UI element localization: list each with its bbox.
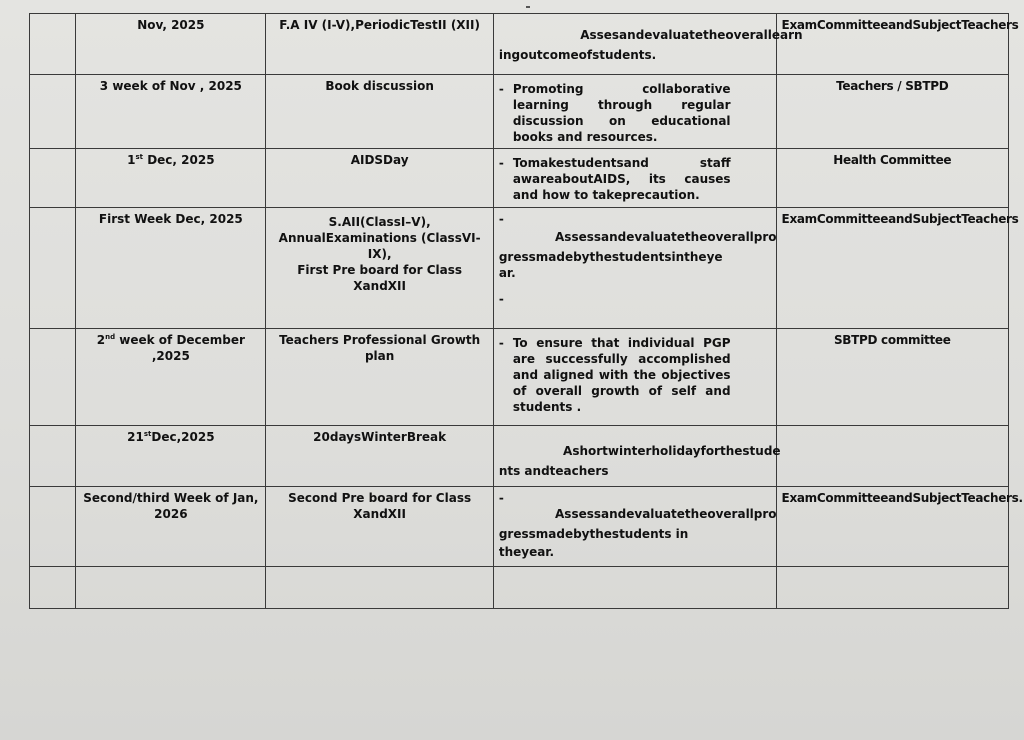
responsible-cell: SBTPD committee [776,329,1008,426]
activity-cell: AIDSDay [266,149,493,208]
blank-cell [266,567,493,609]
activity-cell: Book discussion [266,75,493,149]
responsible-cell: Health Committee [776,149,1008,208]
objective-line: nts andteachers [498,464,609,478]
objective-cell [493,75,776,149]
blank-cell [30,426,76,487]
responsible-cell: ExamCommitteeandSubjectTeachers [776,14,1008,75]
objective-cell [493,329,776,426]
date-rest: Dec, 2025 [143,153,215,167]
table-row [30,14,1009,75]
table-row [30,208,1009,329]
date-day: 21 [127,430,144,444]
objective-line: ar. [498,266,516,280]
date-cell [76,426,266,487]
bullet: - [498,292,504,306]
date-cell: Nov, 2025 [76,14,266,75]
blank-cell [30,149,76,208]
objective-line: gressmadebythestudents in [498,527,689,541]
objective-cell [493,208,776,329]
date-suffix: st [135,153,144,161]
date-cell: Second/third Week of Jan, 2026 [76,487,266,567]
bullet: - [498,491,504,505]
objective-line: theyear. [498,545,555,559]
activity-cell [266,208,493,329]
date-day: 2 [96,333,106,347]
scan-mark [526,6,530,8]
table-row [30,149,1009,208]
blank-cell [30,14,76,75]
activity-cell: F.A IV (I-V),PeriodicTestII (XII) [266,14,493,75]
activity-line: S.AII(ClassI–V), [328,215,431,229]
responsible-cell: ExamCommitteeandSubjectTeachers. [776,487,1008,567]
date-cell [76,149,266,208]
objective-text: To ensure that individual PGP are successfully accomplished and aligned with the objectives of overall growth of self and students . [512,336,731,414]
table-row [30,75,1009,149]
objective-line: Assessandevaluatetheoverallpro [555,507,777,521]
blank-cell [76,567,266,609]
objective-line: Assesandevaluatetheoverallearn [580,28,803,42]
activity-line: AnnualExaminations (ClassVI-IX), [278,231,481,261]
activity-line: First Pre board for Class XandXII [297,263,463,293]
activity-cell: Second Pre board for Class XandXII [266,487,493,567]
table-row [30,426,1009,487]
objective-line: gressmadebythestudentsintheye [498,250,723,264]
blank-cell [30,208,76,329]
objective-cell [493,149,776,208]
blank-cell [30,567,76,609]
activity-cell: Teachers Professional Growth plan [266,329,493,426]
blank-cell [493,567,776,609]
responsible-cell: ExamCommitteeandSubjectTeachers [776,208,1008,329]
blank-cell [30,487,76,567]
bullet: - [498,336,504,350]
objective-cell [493,487,776,567]
blank-cell [30,75,76,149]
bullet: - [498,82,504,96]
objective-text: Promoting collaborative learning through regular discussion on educational books and resources. [512,82,731,144]
blank-cell [30,329,76,426]
date-cell: First Week Dec, 2025 [76,208,266,329]
objective-line: ingoutcomeofstudents. [498,48,657,62]
objective-text: Tomakestudentsand staff awareaboutAIDS, its causes and how to takeprecaution. [512,156,731,202]
date-rest: week of December ,2025 [115,333,245,363]
bullet: - [498,156,504,170]
date-rest: Dec,2025 [151,430,215,444]
responsible-cell: Teachers / SBTPD [776,75,1008,149]
date-suffix: nd [105,333,116,341]
blank-cell [776,567,1008,609]
activity-cell: 20daysWinterBreak [266,426,493,487]
schedule-table [29,13,1023,609]
objective-line: Ashortwinterholidayforthestude [563,444,781,458]
date-day: 1 [127,153,136,167]
date-cell: 3 week of Nov , 2025 [76,75,266,149]
objective-cell [493,426,781,487]
responsible-cell [776,426,1008,487]
objective-line: Assessandevaluatetheoverallpro [555,230,777,244]
table-row [30,487,1009,567]
table-row [30,329,1009,426]
date-cell [76,329,266,426]
table-row [30,567,1009,609]
objective-cell [493,14,803,75]
bullet: - [498,212,504,226]
date-suffix: st [143,430,152,438]
